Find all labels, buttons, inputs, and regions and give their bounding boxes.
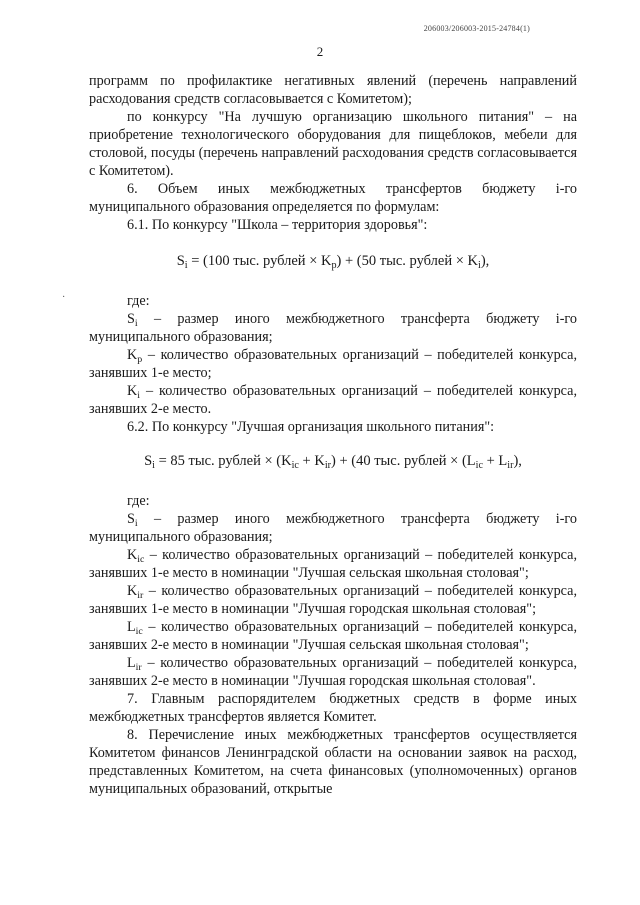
definition-kic: $K_{ic}$ – количество образовательных организаций – победителей конкурса, занявших 1-е место в номинации "Лучшая сельская школьная столовая"; [89,547,577,581]
paragraph: программ по профилактике негативных явлений (перечень направлений расходования средств согласовывается с Комитетом); [89,73,577,107]
definition-ki: $K_i$ – количество образовательных организаций – победителей конкурса, занявших 2-е место. [89,383,577,417]
definition-lir: $L_{ir}$ – количество образовательных организаций – победителей конкурса, занявших 2-е место в номинации "Лучшая городская школьная столовая". [89,655,577,689]
paragraph-section-6-1: 6.1. По конкурсу "Школа – территория здоровья": [127,217,428,233]
definition-si: $S_i$ – размер иного межбюджетного трансферта бюджету i-го муниципального образования; [89,311,577,345]
definition-kp: $K_p$ – количество образовательных организаций – победителей конкурса, занявших 1-е место; [89,347,577,381]
document-id: 206003/206003-2015-24784(1) [423,24,530,33]
paragraph: по конкурсу "На лучшую организацию школьного питания" – на приобретение технологического оборудования для пищеблоков, мебели для столовой, посуды (перечень направлений расходования средств согласовывается с Комитетом). [89,109,577,179]
definition-si: $S_i$ – размер иного межбюджетного трансферта бюджету i-го муниципального образования; [89,511,577,545]
where-label: где: [127,293,150,309]
document-body [89,72,577,798]
definition-kir: $K_{ir}$ – количество образовательных организаций – победителей конкурса, занявших 1-е место в номинации "Лучшая городская школьная столовая"; [89,583,577,617]
paragraph-section-7: 7. Главным распорядителем бюджетных средств в форме иных межбюджетных трансфертов является Комитет. [89,691,577,725]
formula-6-1: $S_i = (100$ тыс. рублей × $K_p) + (50$ тыс. рублей × $K_i$), [176,253,490,272]
paragraph-section-6: 6. Объем иных межбюджетных трансфертов бюджету i-го муниципального образования определяется по формулам: [89,181,577,215]
page-number: 2 [316,44,324,59]
paragraph-section-6-2: 6.2. По конкурсу "Лучшая организация школьного питания": [127,419,495,435]
where-label: где: [127,493,150,509]
paragraph-section-8: 8. Перечисление иных межбюджетных трансфертов осуществляется Комитетом финансов Ленинградской области на основании заявок на расход, представленных Комитетом, на счета финансовых (уполномоченных) органов муниципальных образований, открытые [89,727,577,797]
stray-mark: · [62,292,66,303]
formula-6-2: $S_i = 85$ тыс. рублей × $(K_{ic} + K_{ir}) + (40$ тыс. рублей × $(L_{ic} + L_{ir})$, [144,453,522,472]
definition-lic: $L_{ic}$ – количество образовательных организаций – победителей конкурса, занявших 2-е место в номинации "Лучшая сельская школьная столовая"; [89,619,577,653]
